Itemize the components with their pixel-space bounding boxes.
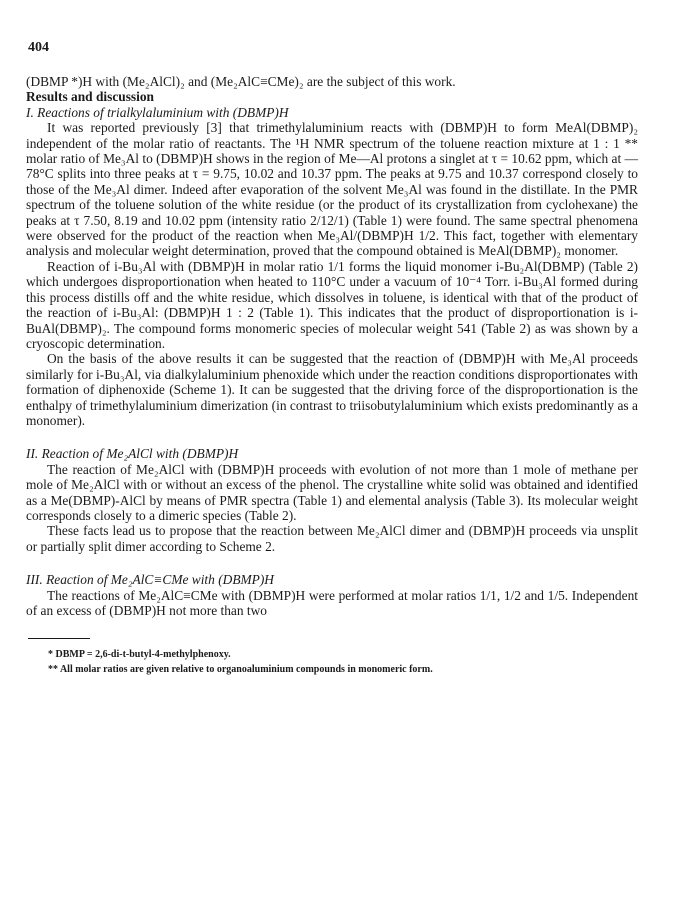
section-heading: III. Reaction of Me₂AlC≡CMe with (DBMP)H — [26, 572, 274, 588]
footnote-divider — [28, 638, 90, 639]
section-3 — [26, 572, 638, 618]
results-heading: Results and discussion — [26, 89, 155, 105]
footnote: ** All molar ratios are given relative to organoaluminium compounds in monomeric form. — [48, 664, 433, 676]
paragraph: Reaction of i-Bu₃Al with (DBMP)H in molar ratio 1/1 forms the liquid monomer i-Bu₂Al(DBMP) (Table 2) which undergoes disproportionation when heated to 110°C under a vacuum of 10⁻⁴ Torr. i-Bu₃Al formed during this process distills off and the white residue, which dissolves in toluene, is identical with that of the product of the reaction of i-Bu₃Al: (DBMP)H 1 : 2 (Table 1). This indicates that the product of disproportionation is i-BuAl(DBMP)₂. The compound forms monomeric species of molecular weight 541 (Table 2) as was shown by a cryoscopic determination. — [26, 258, 638, 351]
paragraph: These facts lead us to propose that the reaction between Me₂AlCl dimer and (DBMP)H proceeds via unsplit or partially split dimer according to Scheme 2. — [26, 523, 638, 554]
paragraph: The reactions of Me₂AlC≡CMe with (DBMP)H were performed at molar ratios 1/1, 1/2 and 1/5. Independent of an excess of (DBMP)H not more than two — [26, 587, 638, 618]
article-body — [26, 74, 638, 677]
footnote: * DBMP = 2,6-di-t-butyl-4-methylphenoxy. — [48, 649, 231, 661]
section-heading: II. Reaction of Me₂AlCl with (DBMP)H — [26, 446, 239, 462]
intro-line: (DBMP *)H with (Me₂AlCl)₂ and (Me₂AlC≡CMe)₂ are the subject of this work. — [26, 74, 456, 89]
paragraph: The reaction of Me₂AlCl with (DBMP)H proceeds with evolution of not more than 1 mole of methane per mole of Me₂AlCl with or without an excess of the phenol. The crystalline white solid was obtained and identified as a Me(DBMP)-AlCl by means of PMR spectra (Table 1) and elemental analysis (Table 3). Its molecular weight corresponds closely to a dimeric species (Table 2). — [26, 461, 638, 523]
section-2 — [26, 446, 638, 554]
page-number: 404 — [28, 40, 49, 55]
paragraph: On the basis of the above results it can be suggested that the reaction of (DBMP)H with Me₃Al proceeds similarly for i-Bu₃Al, via dialkylaluminium phenoxide which under the reaction conditions disproportionates with formation of diphenoxide (Scheme 1). It can be suggested that the driving force of the disproportionation is the enthalpy of trimethylaluminium dimerization (in contrast to triisobutylaluminium which exists predominantly as a monomer). — [26, 351, 638, 428]
paragraph: It was reported previously [3] that trimethylaluminium reacts with (DBMP)H to form MeAl(DBMP)₂ independent of the molar ratio of reactants. The ¹H NMR spectrum of the toluene reaction mixture at 1 : 1 ** molar ratio of Me₃Al to (DBMP)H shows in the region of Me—Al protons a singlet at τ = 10.62 ppm, which at —78°C splits into three peaks at τ = 9.75, 10.02 and 10.37 ppm. The peaks at 9.75 and 10.37 correspond closely to those of the Me₃Al dimer. Indeed after evaporation of the solvent Me₃Al was found in the distillate. In the PMR spectrum of the toluene solution of the white residue (or the product of its crystallization from cyclohexane) the peaks at τ 7.50, 8.19 and 10.02 ppm (intensity ratio 2/12/1) (Table 1) were found. The same spectral phenomena were observed for the product of the reaction when Me₃Al/(DBMP)H 1/2. This fact, together with elementary analysis and molecular weight determination, proved that the compound obtained is MeAl(DBMP)₂ monomer. — [26, 120, 638, 259]
footnotes — [26, 647, 638, 677]
section-heading: I. Reactions of trialkylaluminium with (DBMP)H — [26, 104, 289, 120]
section-1 — [26, 105, 638, 429]
